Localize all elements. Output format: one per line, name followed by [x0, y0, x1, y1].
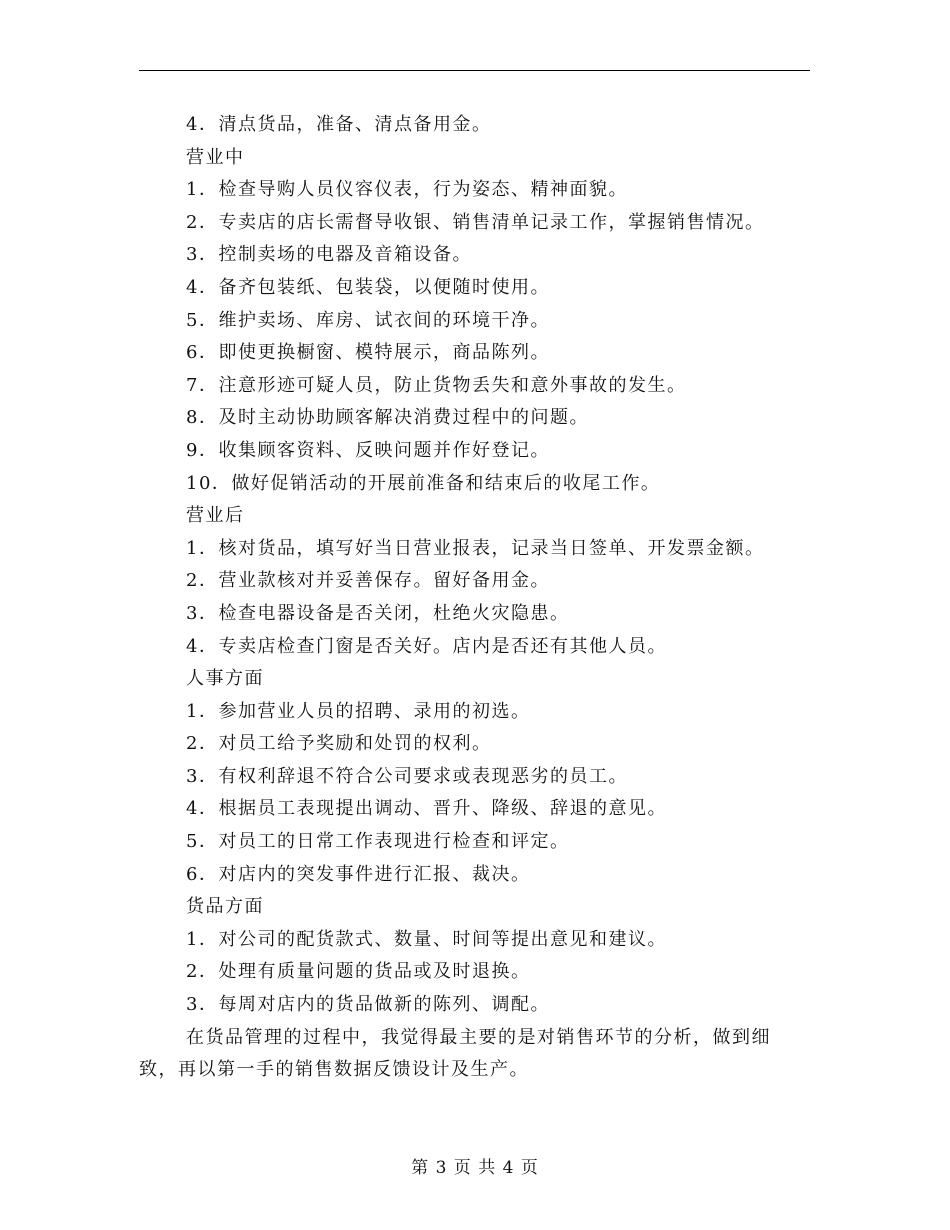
list-item: 2．专卖店的店长需督导收银、销售清单记录工作，掌握销售情况。 — [186, 211, 765, 233]
section-heading: 人事方面 — [186, 668, 264, 690]
list-item: 10．做好促销活动的开展前准备和结束后的收尾工作。 — [186, 472, 661, 494]
closing-paragraph: 在货品管理的过程中，我觉得最主要的是对销售环节的分析，做到细致，再以第一手的销售数据反馈设计及生产。 — [139, 1026, 771, 1081]
list-item: 3．每周对店内的货品做新的陈列、调配。 — [186, 994, 550, 1016]
list-item: 6．对店内的突发事件进行汇报、裁决。 — [186, 863, 531, 885]
list-item: 2．处理有质量问题的货品或及时退换。 — [186, 961, 531, 983]
list-item: 9．收集顾客资料、反映问题并作好登记。 — [186, 439, 550, 461]
list-item: 3．控制卖场的电器及音箱设备。 — [186, 244, 472, 266]
list-item: 1．参加营业人员的招聘、录用的初选。 — [186, 700, 531, 722]
section-heading: 营业后 — [186, 505, 245, 527]
header-rule — [139, 70, 810, 71]
page-number: 第 3 页 共 4 页 — [411, 1158, 539, 1178]
list-item: 3．有权利辞退不符合公司要求或表现恶劣的员工。 — [186, 765, 628, 787]
list-item: 4．清点货品，准备、清点备用金。 — [186, 114, 492, 135]
list-item: 5．对员工的日常工作表现进行检查和评定。 — [186, 831, 570, 853]
list-item: 8．及时主动协助顾客解决消费过程中的问题。 — [186, 407, 589, 429]
list-item: 3．检查电器设备是否关闭，杜绝火灾隐患。 — [186, 602, 570, 624]
list-item: 2．营业款核对并妥善保存。留好备用金。 — [186, 570, 550, 592]
list-item: 6．即使更换橱窗、模特展示，商品陈列。 — [186, 342, 550, 364]
list-item: 1．核对货品，填写好当日营业报表，记录当日签单、开发票金额。 — [186, 537, 765, 559]
list-item: 1．检查导购人员仪容仪表，行为姿态、精神面貌。 — [186, 179, 628, 201]
list-item: 4．备齐包装纸、包装袋，以便随时使用。 — [186, 276, 550, 298]
section-heading: 营业中 — [186, 146, 245, 168]
list-item: 5．维护卖场、库房、试衣间的环境干净。 — [186, 309, 550, 331]
list-item: 4．根据员工表现提出调动、晋升、降级、辞退的意见。 — [186, 798, 667, 820]
section-heading: 货品方面 — [186, 896, 264, 918]
list-item: 1．对公司的配货款式、数量、时间等提出意见和建议。 — [186, 928, 667, 950]
list-item: 4．专卖店检查门窗是否关好。店内是否还有其他人员。 — [186, 635, 667, 657]
list-item: 7．注意形迹可疑人员，防止货物丢失和意外事故的发生。 — [186, 374, 687, 396]
list-item: 2．对员工给予奖励和处罚的权利。 — [186, 733, 492, 755]
document-body — [139, 109, 829, 1087]
